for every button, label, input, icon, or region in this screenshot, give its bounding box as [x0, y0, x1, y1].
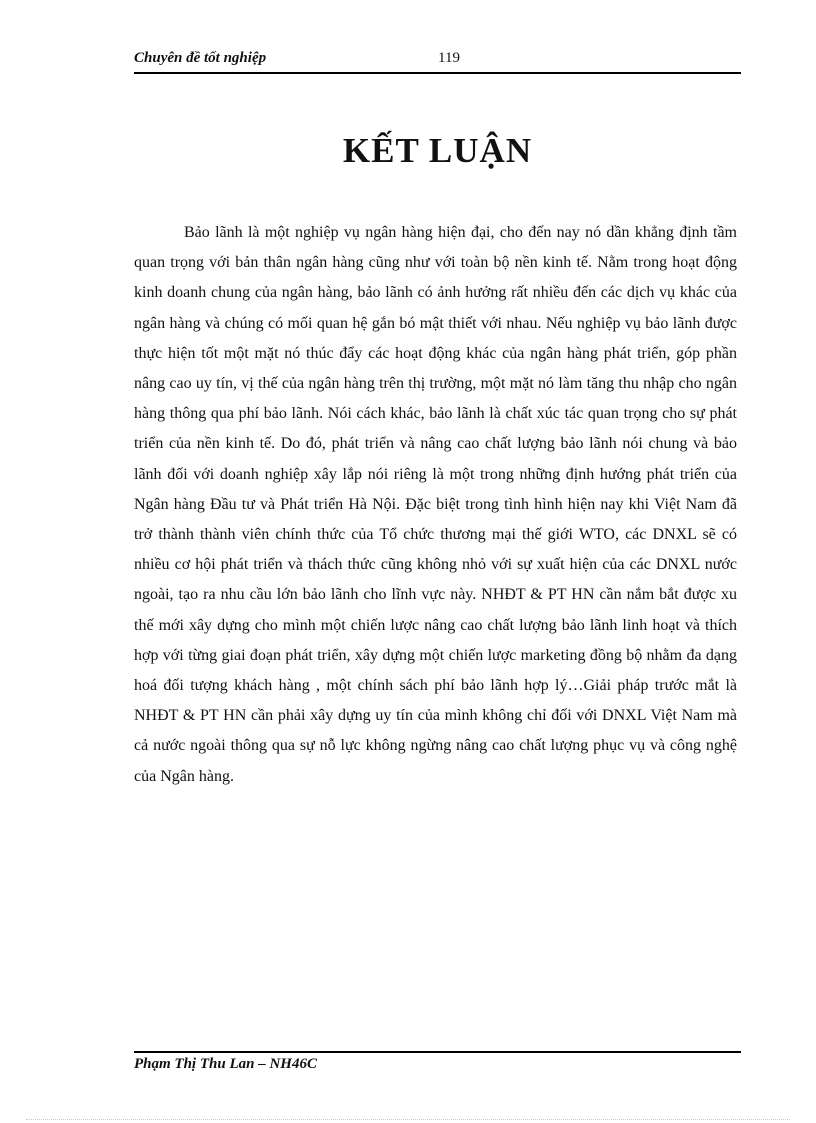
footer-divider [134, 1051, 741, 1053]
page-title: KẾT LUẬN [342, 131, 533, 170]
body-paragraph: Bảo lãnh là một nghiệp vụ ngân hàng hiện đại, cho đến nay nó dần khẳng định tầm quan trọng với bản thân ngân hàng cũng như với toàn bộ nền kinh tế. Nằm trong hoạt động kinh doanh chung của ngân hàng, bảo lãnh có ảnh hưởng rất nhiều đến các dịch vụ khác của ngân hàng và chúng có mối quan hệ gắn bó mật thiết với nhau. Nếu nghiệp vụ bảo lãnh được thực hiện tốt một mặt nó thúc đẩy các hoạt động khác của ngân hàng phát triển, góp phần nâng cao uy tín, vị thế của ngân hàng trên thị trường, một mặt nó làm tăng thu nhập cho ngân hàng thông qua phí bảo lãnh. Nói cách khác, bảo lãnh là chất xúc tác quan trọng cho sự phát triển của nền kinh tế. Do đó, phát triển và nâng cao chất lượng bảo lãnh nói chung và bảo lãnh đối với doanh nghiệp xây lắp nói riêng là một trong những định hướng phát triển của Ngân hàng Đầu tư và Phát triển Hà Nội. Đặc biệt trong tình hình hiện nay khi Việt Nam đã trở thành thành viên chính thức của Tổ chức thương mại thế giới WTO, các DNXL sẽ có nhiều cơ hội phát triển và thách thức cũng không nhỏ với sự xuất hiện của các DNXL nước ngoài, tạo ra nhu cầu lớn bảo lãnh cho lĩnh vực này. NHĐT & PT HN cần nắm bắt được xu thế mới xây dựng cho mình một chiến lược nâng cao chất lượng bảo lãnh linh hoạt và thích hợp với từng giai đoạn phát triển, xây dựng một chiến lược marketing đồng bộ nhằm đa dạng hoá đối tượng khách hàng , một chính sách phí bảo lãnh hợp lý…Giải pháp trước mắt là NHĐT & PT HN cần phải xây dựng uy tín của mình không chỉ đối với DNXL Việt Nam mà cả nước ngoài thông qua sự nỗ lực không ngừng nâng cao chất lượng phục vụ và công nghệ của Ngân hàng. [134, 224, 737, 785]
footer-author: Phạm Thị Thu Lan – NH46C [134, 1056, 317, 1072]
header-title: Chuyên đề tốt nghiệp [134, 50, 267, 66]
page-number: 119 [438, 50, 460, 66]
page-header [134, 46, 741, 74]
page-edge-divider [26, 1119, 790, 1120]
